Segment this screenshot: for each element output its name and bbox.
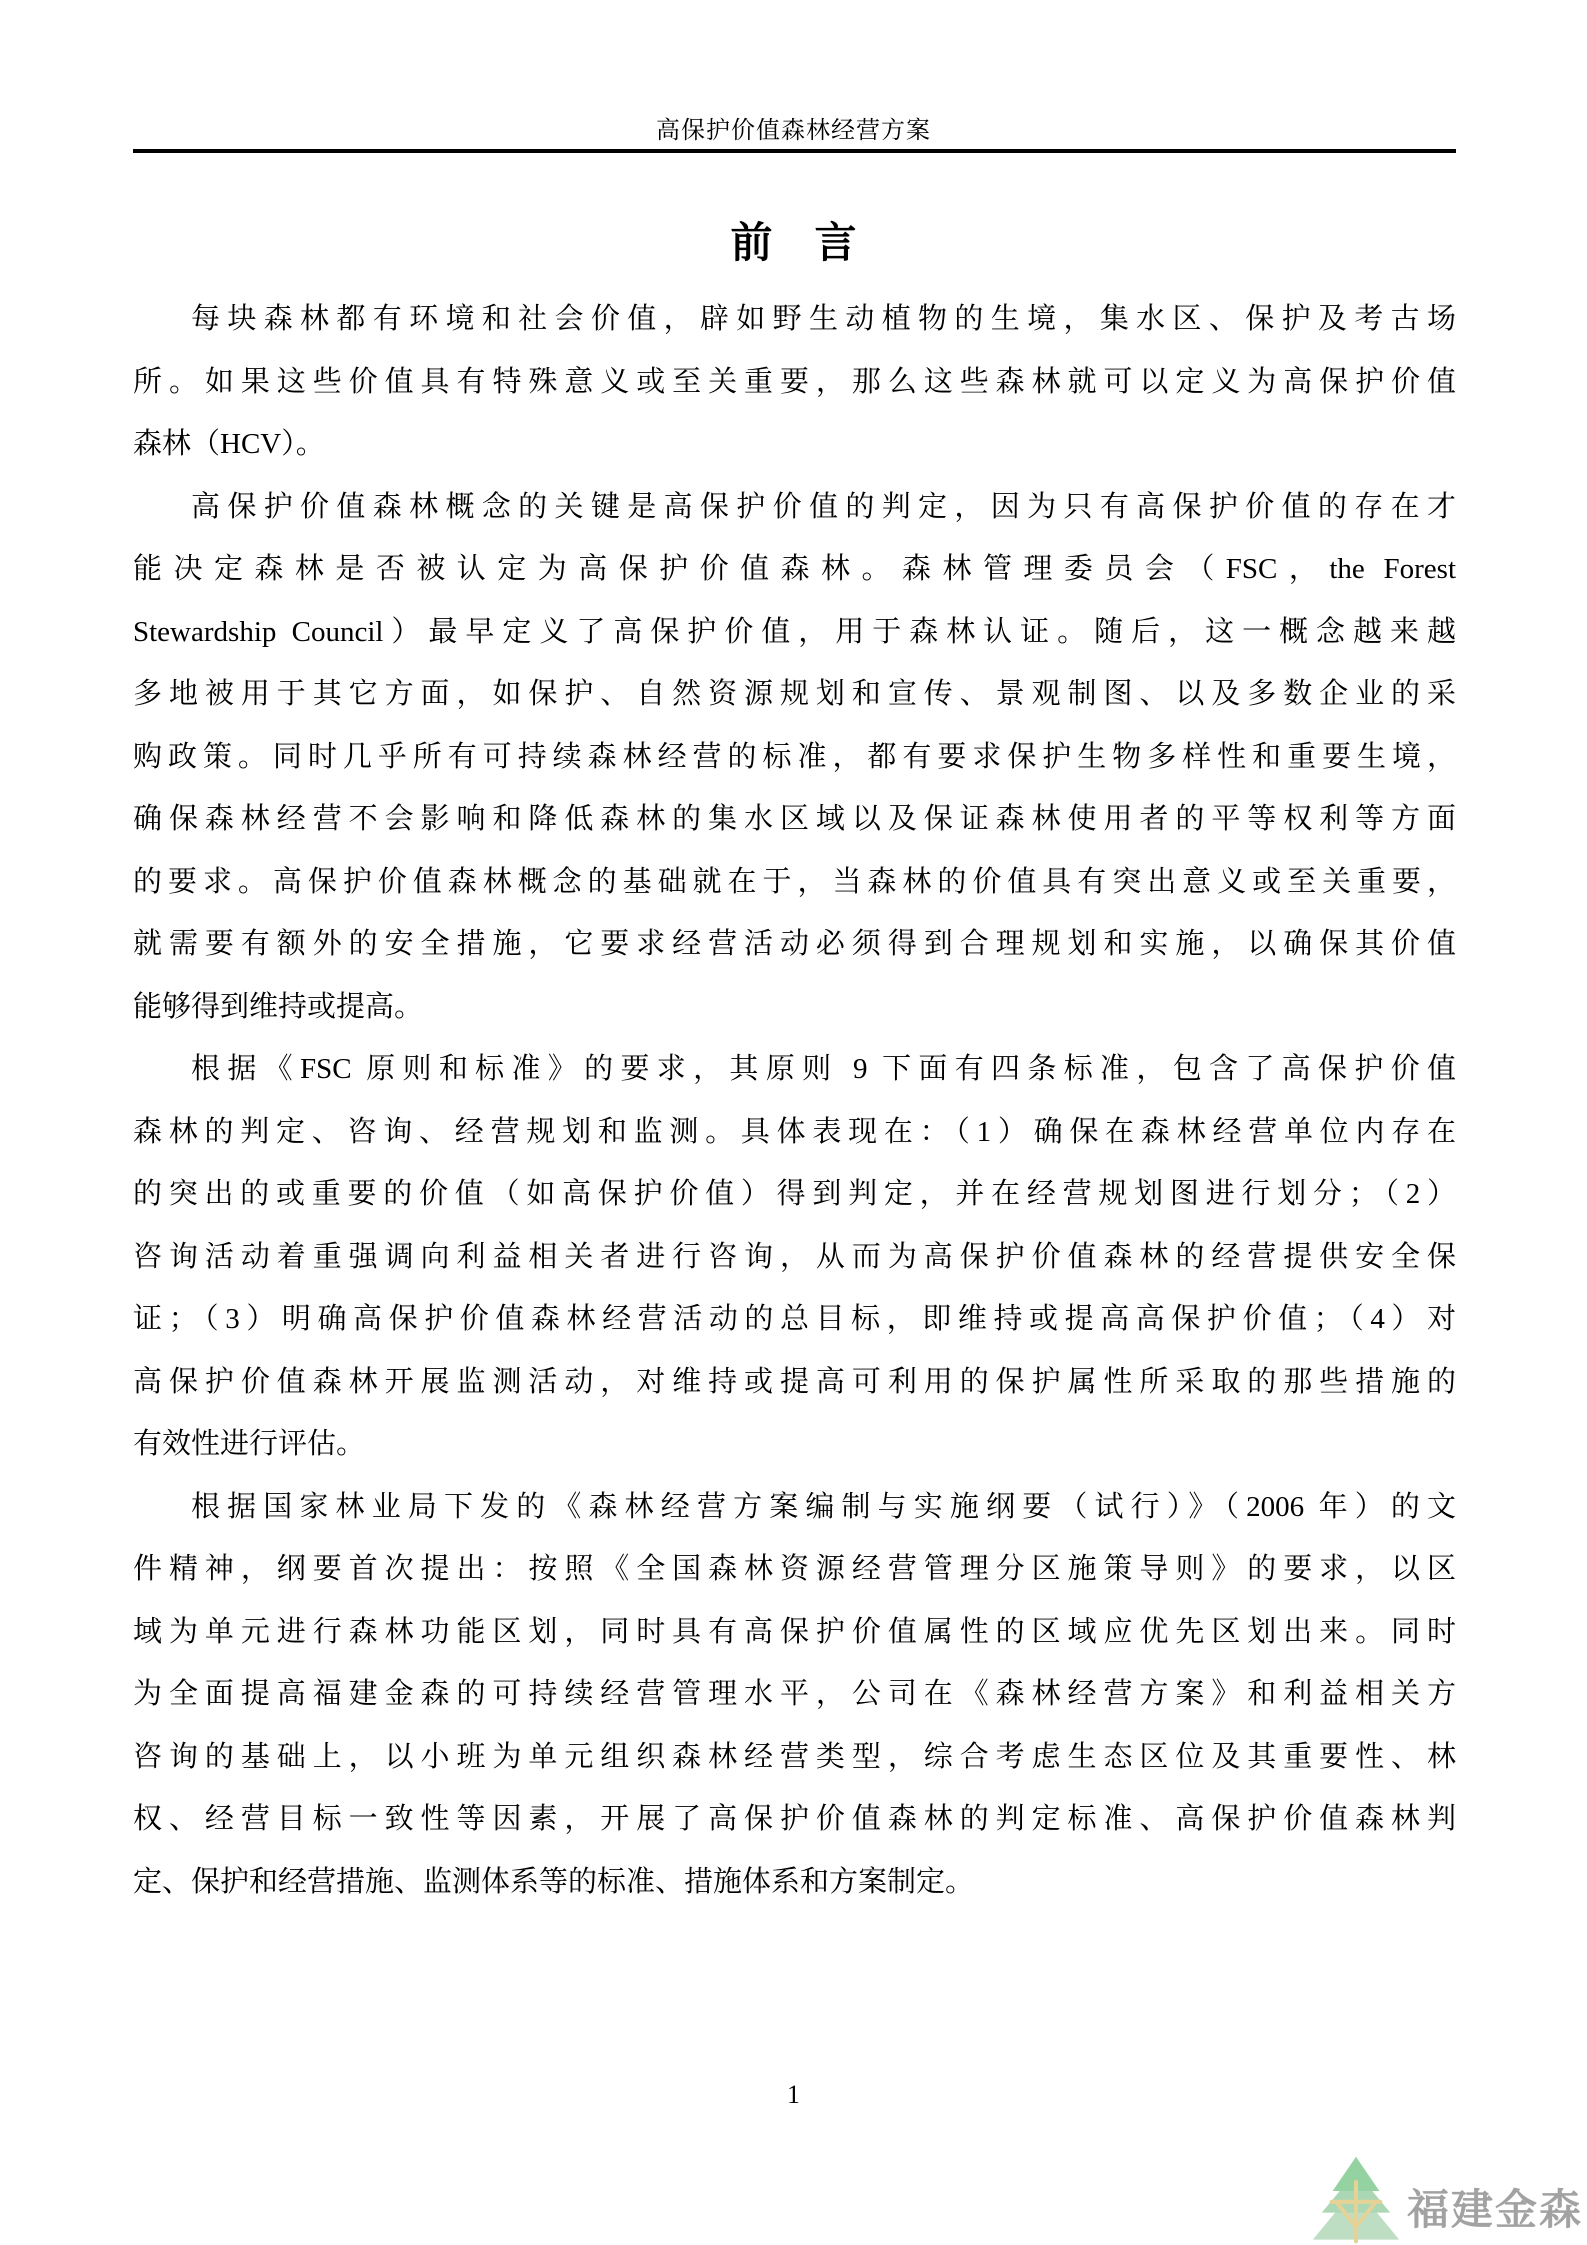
paragraph-line: 件精神，纲要首次提出：按照《全国森林资源经营管理分区施策导则》的要求，以区 [133,1553,1456,1585]
paragraph-line: 能决定森林是否被认定为高保护价值森林。森林管理委员会（FSC，the Forest [133,553,1456,585]
paragraph-line: 为全面提高福建金森的可持续经营管理水平，公司在《森林经营方案》和利益相关方 [133,1678,1456,1710]
paragraph-line: 就需要有额外的安全措施，它要求经营活动必须得到合理规划和实施，以确保其价值 [133,928,1456,960]
paragraph-line: 森林（HCV）。 [133,428,325,460]
paragraph [133,1038,1456,1476]
paragraph-line: 能够得到维持或提高。 [133,990,424,1023]
paragraph [133,476,1456,1039]
paragraph-line: 权、经营目标一致性等因素，开展了高保护价值森林的判定标准、高保护价值森林判 [133,1803,1456,1835]
paragraph [133,1476,1456,1914]
paragraph-line: 根据国家林业局下发的《森林经营方案编制与实施纲要（试行）》（2006 年）的文 [191,1490,1456,1523]
paragraph-line: 的突出的或重要的价值（如高保护价值）得到判定，并在经营规划图进行划分；（2） [133,1178,1456,1210]
company-logo [1311,2155,1583,2245]
paragraph-line: 有效性进行评估。 [133,1428,366,1460]
paragraph-line: 多地被用于其它方面，如保护、自然资源规划和宣传、景观制图、以及多数企业的采 [133,678,1456,710]
paragraph-line: 证；（3）明确高保护价值森林经营活动的总目标，即维持或提高高保护价值；（4）对 [133,1303,1456,1335]
paragraph-line: 根据《FSC 原则和标准》的要求，其原则 9 下面有四条标准，包含了高保护价值 [191,1053,1456,1085]
paragraph-line: 域为单元进行森林功能区划，同时具有高保护价值属性的区域应优先区划出来。同时 [133,1615,1456,1648]
header-divider-rule [133,149,1456,153]
company-logo-text: 福建金森 [1406,2186,1583,2233]
section-title: 前 言 [730,221,857,267]
page-number: 1 [787,2080,800,2109]
paragraph-line: Stewardship Council）最早定义了高保护价值，用于森林认证。随后，这一概念越来越 [133,615,1456,648]
paragraph-line: 购政策。同时几乎所有可持续森林经营的标准，都有要求保护生物多样性和重要生境， [133,740,1456,773]
page-header-title: 高保护价值森林经营方案 [656,118,931,144]
paragraph [133,288,1456,476]
document-body [133,288,1456,1913]
paragraph-line: 森林的判定、咨询、经营规划和监测。具体表现在：（1）确保在森林经营单位内存在 [133,1115,1456,1148]
paragraph-line: 的要求。高保护价值森林概念的基础就在于，当森林的价值具有突出意义或至关重要， [133,865,1456,898]
paragraph-line: 每块森林都有环境和社会价值，辟如野生动植物的生境，集水区、保护及考古场 [191,303,1456,335]
paragraph-line: 所。如果这些价值具有特殊意义或至关重要，那么这些森林就可以定义为高保护价值 [133,365,1456,398]
paragraph-line: 确保森林经营不会影响和降低森林的集水区域以及保证森林使用者的平等权利等方面 [133,803,1456,835]
paragraph-line: 咨询的基础上，以小班为单元组织森林经营类型，综合考虑生态区位及其重要性、林 [133,1740,1456,1773]
paragraph-line: 高保护价值森林开展监测活动，对维持或提高可利用的保护属性所采取的那些措施的 [133,1365,1456,1398]
paragraph-line: 咨询活动着重强调向利益相关者进行咨询，从而为高保护价值森林的经营提供安全保 [133,1240,1456,1273]
paragraph-line: 定、保护和经营措施、监测体系等的标准、措施体系和方案制定。 [133,1865,975,1898]
paragraph-line: 高保护价值森林概念的关键是高保护价值的判定，因为只有高保护价值的存在才 [191,490,1456,523]
pine-tree-icon [1311,2155,1401,2245]
